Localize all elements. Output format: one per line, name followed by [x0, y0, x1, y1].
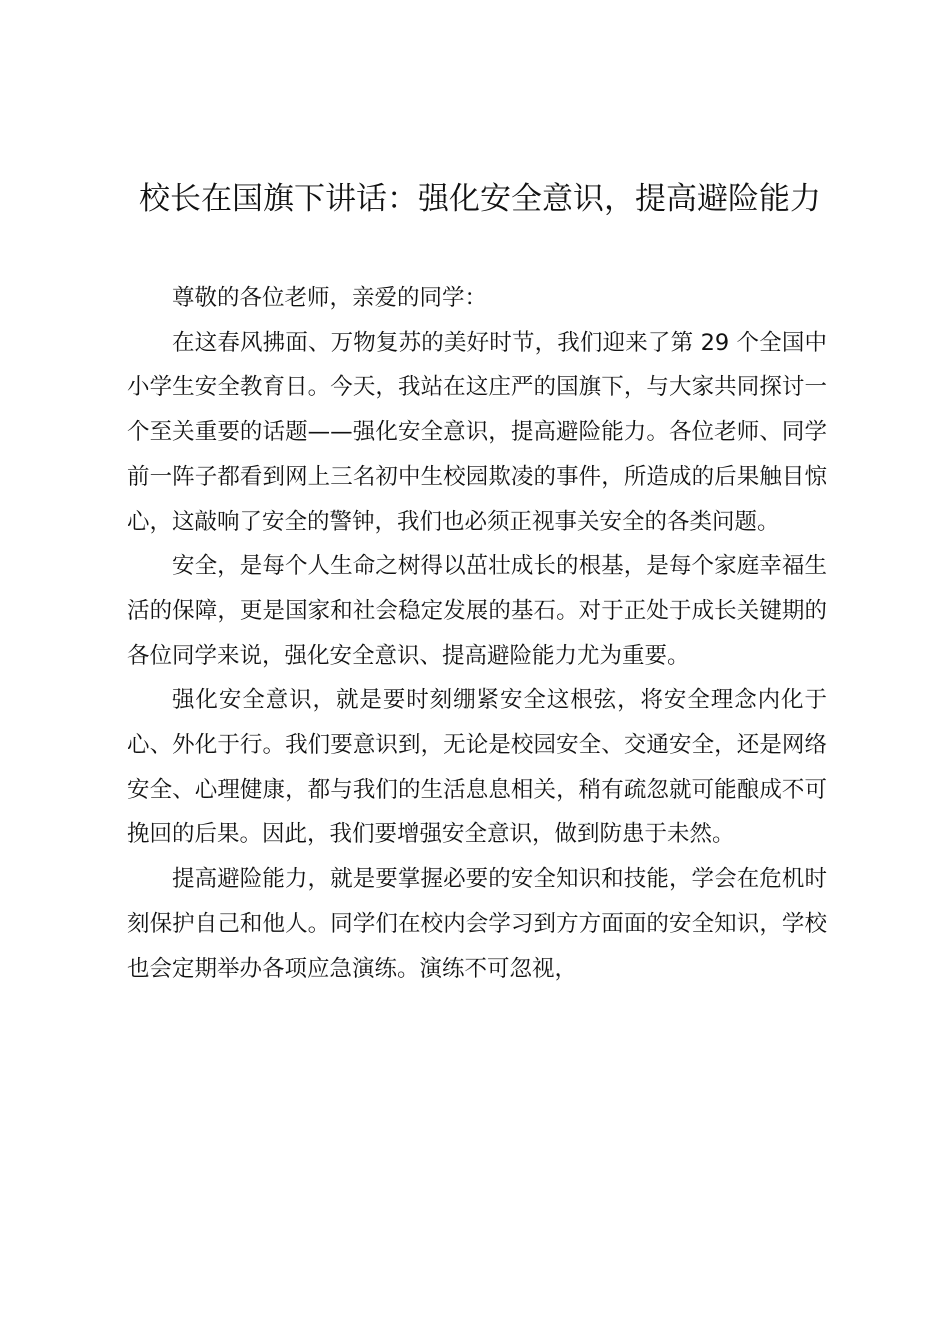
- document-body: [127, 276, 827, 991]
- salutation: 尊敬的各位老师，亲爱的同学：: [172, 285, 488, 311]
- paragraph-2: 安全，是每个人生命之树得以茁壮成长的根基，是每个家庭幸福生活的保障，更是国家和社会稳定发展的基石。对于正处于成长关键期的各位同学来说，强化安全意识、提高避险能力尤为重要。: [127, 553, 827, 669]
- paragraph-4: 提高避险能力，就是要掌握必要的安全知识和技能，学会在危机时刻保护自己和他人。同学们在校内会学习到方方面面的安全知识，学校也会定期举办各项应急演练。演练不可忽视，: [127, 866, 827, 982]
- document-title: 校长在国旗下讲话：强化安全意识，提高避险能力: [139, 181, 821, 217]
- paragraph-1: 在这春风拂面、万物复苏的美好时节，我们迎来了第 29 个全国中小学生安全教育日。今天，我站在这庄严的国旗下，与大家共同探讨一个至关重要的话题——强化安全意识，提高避险能力。各位老师、同学前一阵子都看到网上三名初中生校园欺凌的事件，所造成的后果触目惊心，这敲响了安全的警钟，我们也必须正视事关安全的各类问题。: [127, 329, 827, 535]
- paragraph-3: 强化安全意识，就是要时刻绷紧安全这根弦，将安全理念内化于心、外化于行。我们要意识到，无论是校园安全、交通安全，还是网络安全、心理健康，都与我们的生活息息相关，稍有疏忽就可能酿成不可挽回的后果。因此，我们要增强安全意识，做到防患于未然。: [127, 687, 827, 848]
